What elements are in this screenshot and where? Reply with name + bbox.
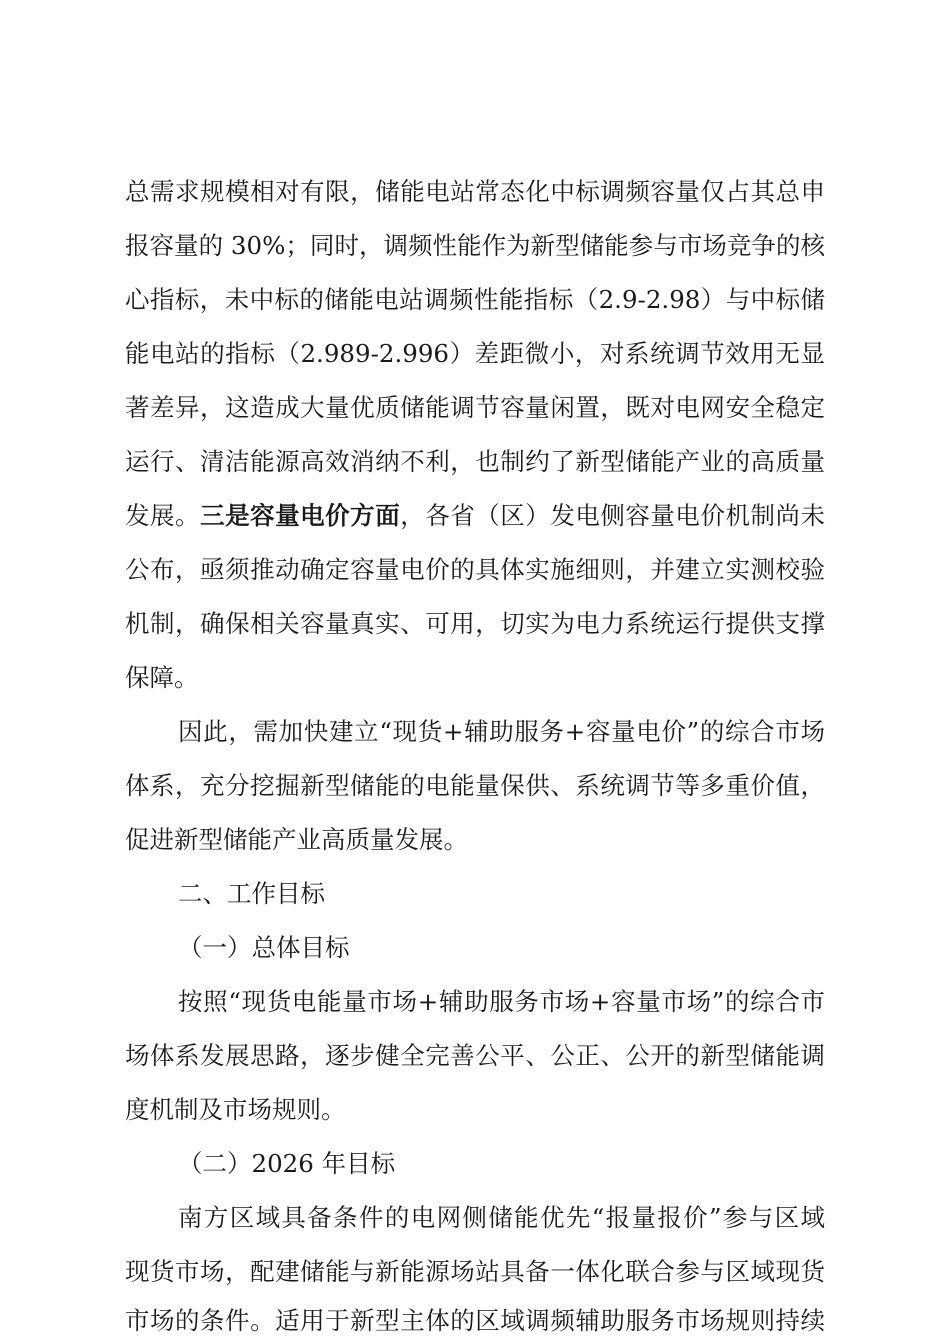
body-line: 运行、清洁能源高效消纳不利，也制约了新型储能产业的高质量 — [125, 447, 825, 476]
body-line: 著差异，这造成大量优质储能调节容量闲置，既对电网安全稳定 — [125, 393, 825, 422]
body-line: 度机制及市场规则。 — [125, 1095, 346, 1124]
body-line: 促进新型储能产业高质量发展。 — [125, 825, 468, 854]
body-line-with-emphasis — [125, 489, 825, 543]
body-line: 场体系发展思路，逐步健全完善公平、公正、公开的新型储能调 — [125, 1041, 825, 1070]
body-line: 心指标，未中标的储能电站调频性能指标（2.9-2.98）与中标储 — [125, 285, 825, 314]
body-line: 按照“现货电能量市场+辅助服务市场+容量市场”的综合市 — [178, 987, 825, 1016]
body-line: 能电站的指标（2.989-2.996）差距微小，对系统调节效用无显 — [125, 339, 825, 368]
body-line: 因此，需加快建立“现货+辅助服务+容量电价”的综合市场 — [178, 717, 825, 746]
body-line: 公布，亟须推动确定容量电价的具体实施细则，并建立实测校验 — [125, 555, 825, 584]
subheading: （一）总体目标 — [178, 933, 350, 962]
subheading: （二）2026 年目标 — [178, 1149, 396, 1178]
emphasis-text: 三是容量电价方面 — [200, 501, 401, 530]
body-line: 机制，确保相关容量真实、可用，切实为电力系统运行提供支撑 — [125, 609, 825, 638]
body-text: ，各省（区）发电侧容量电价机制尚未 — [400, 501, 825, 530]
body-line: 保障。 — [125, 663, 199, 692]
section-heading: 二、工作目标 — [178, 879, 325, 908]
body-line: 现货市场，配建储能与新能源场站具备一体化联合参与区域现货 — [125, 1257, 825, 1286]
body-line: 市场的条件。适用于新型主体的区域调频辅助服务市场规则持续 — [125, 1306, 825, 1335]
body-line: 南方区域具备条件的电网侧储能优先“报量报价”参与区域 — [178, 1203, 825, 1232]
body-line: 报容量的 30%；同时，调频性能作为新型储能参与市场竞争的核 — [125, 231, 825, 260]
body-text: 发展。 — [125, 501, 201, 530]
body-line: 体系，充分挖掘新型储能的电能量保供、系统调节等多重价值， — [125, 771, 825, 800]
body-line: 总需求规模相对有限，储能电站常态化中标调频容量仅占其总申 — [125, 177, 825, 206]
